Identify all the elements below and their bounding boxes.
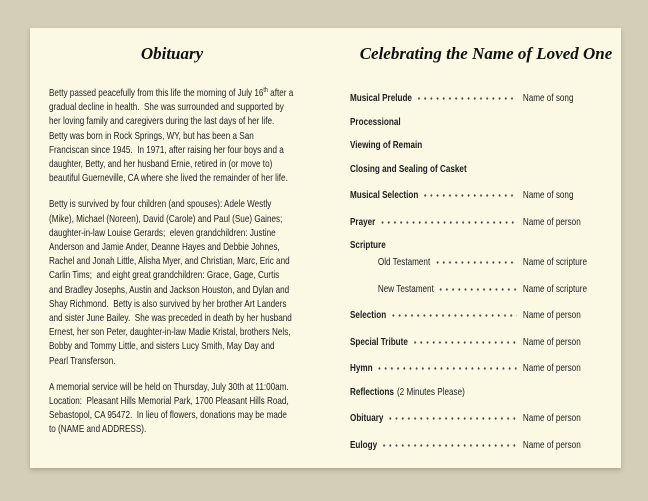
program-row-scripture	[350, 238, 621, 252]
program-row-reflections	[350, 385, 621, 399]
obituary-column	[49, 42, 295, 449]
program-item-value: Name of person	[522, 309, 581, 321]
program-row-prayer	[350, 212, 621, 229]
obituary-paragraph-1	[49, 84, 295, 185]
program-item-value: Name of person	[522, 412, 581, 424]
program-row-special-tribute	[350, 332, 621, 349]
program-row-old-testament	[350, 252, 621, 269]
dotted-leader	[376, 358, 516, 371]
obituary-title: Obituary	[140, 44, 204, 63]
program-item-label: Old Testament	[377, 256, 431, 268]
program-row-processional	[350, 115, 621, 129]
program-item-label: Prayer	[350, 215, 376, 228]
program-row-eulogy	[350, 435, 621, 452]
program-item-label: Special Tribute	[350, 335, 408, 348]
paragraph-1-text: Betty passed peacefully from this life the morning of July 16	[49, 87, 264, 99]
program-item-value: Name of person	[522, 362, 581, 374]
program-row-new-testament	[350, 279, 621, 296]
program-item-value: Name of song	[522, 189, 574, 201]
paragraph-1-text-continued: after a gradual decline in health. She was surrounded and supported by her loving family and caregivers during the last days of her life. Betty was born in Rock Springs, WY, but has been a San Franciscan since 1945. In 1971, after raising her four boys and a daughter, Betty, and her husband Ernie, retired in (or move to) beautiful Guerneville, CA where she lived the remainder of her life.	[49, 87, 296, 185]
dotted-leader	[379, 212, 516, 225]
program-column	[350, 42, 622, 461]
dotted-leader	[390, 305, 517, 318]
dotted-leader	[387, 408, 516, 421]
program-item-label: Musical Selection	[350, 189, 419, 201]
program-item-label: Viewing of Remain	[350, 139, 423, 151]
dotted-leader	[416, 88, 517, 101]
program-item-label: New Testament	[377, 282, 434, 295]
program-item-label: Processional	[350, 115, 401, 128]
program-item-value: Name of scripture	[522, 282, 588, 295]
dotted-leader	[438, 279, 517, 292]
program-item-value: Name of person	[522, 215, 581, 228]
program-row-hymn	[350, 358, 621, 375]
program-item-label: Musical Prelude	[350, 92, 412, 104]
program-item-value: Name of scripture	[522, 256, 588, 268]
dotted-leader	[381, 435, 517, 448]
program-item-label: Scripture	[350, 239, 386, 251]
dotted-leader	[422, 185, 516, 198]
program-item-label: Selection	[350, 309, 387, 321]
program-card	[30, 28, 621, 468]
program-item-label: Hymn	[350, 362, 373, 374]
program-title: Celebrating the Name of Loved One	[359, 44, 613, 63]
obituary-paragraph-2: Betty is survived by four children (and spouses): Adele Westly (Mike), Michael (Noreen), David (Carole) and Paul (Sue) Gaines; daughter-in-law Louise Gerards; eleven grandchildren: Justine Anderson and Jamie Ander, Deanne Hayes and Debbie Johnes, Rachel and Jonah Little, Alisha Myer, and Christian, Marc, Eric and Carlin Tims; and eight great grandchildren: Grace, Gage, Curtis and Bradley Josephs, Austin and Jackson Houston, and Dylan and Shay Richmond. Betty is also survived by her brother Art Landers and sister June Bailey. She was preceded in death by her husband Ernest, her son Peter, daughter-in-law Madie Kristal, brothers Nels, Bobby and Tommy Little, and sisters Lucy Smith, May Day and Pearl Transferson.	[49, 198, 295, 367]
program-item-note: (2 Minutes Please)	[396, 385, 465, 398]
dotted-leader	[412, 332, 517, 345]
superscript-ordinal: th	[263, 87, 268, 94]
program-row-closing-and-sealing	[350, 162, 621, 176]
obituary-text	[49, 84, 295, 437]
program-item-label: Eulogy	[350, 438, 378, 451]
program-row-selection	[350, 305, 621, 322]
program-item-value: Name of song	[522, 92, 574, 104]
program-row-viewing-of-remain	[350, 138, 621, 152]
program-row-musical-prelude	[350, 88, 621, 105]
dotted-leader	[434, 252, 517, 265]
program-item-label: Closing and Sealing of Casket	[350, 162, 467, 175]
program-item-value: Name of person	[522, 438, 581, 451]
program-item-label: Obituary	[350, 412, 384, 424]
obituary-paragraph-3: A memorial service will be held on Thursday, July 30th at 11:00am. Location: Pleasant Hills Memorial Park, 1700 Pleasant Hills Road, Sebastopol, CA 95472. In lieu of flowers, donations may be made to (NAME and ADDRESS).	[49, 380, 294, 436]
program-row-obituary	[350, 408, 621, 425]
program-row-musical-selection	[350, 185, 621, 202]
program-item-label: Reflections	[350, 385, 394, 398]
program-list	[350, 88, 621, 452]
program-item-value: Name of person	[522, 335, 581, 348]
